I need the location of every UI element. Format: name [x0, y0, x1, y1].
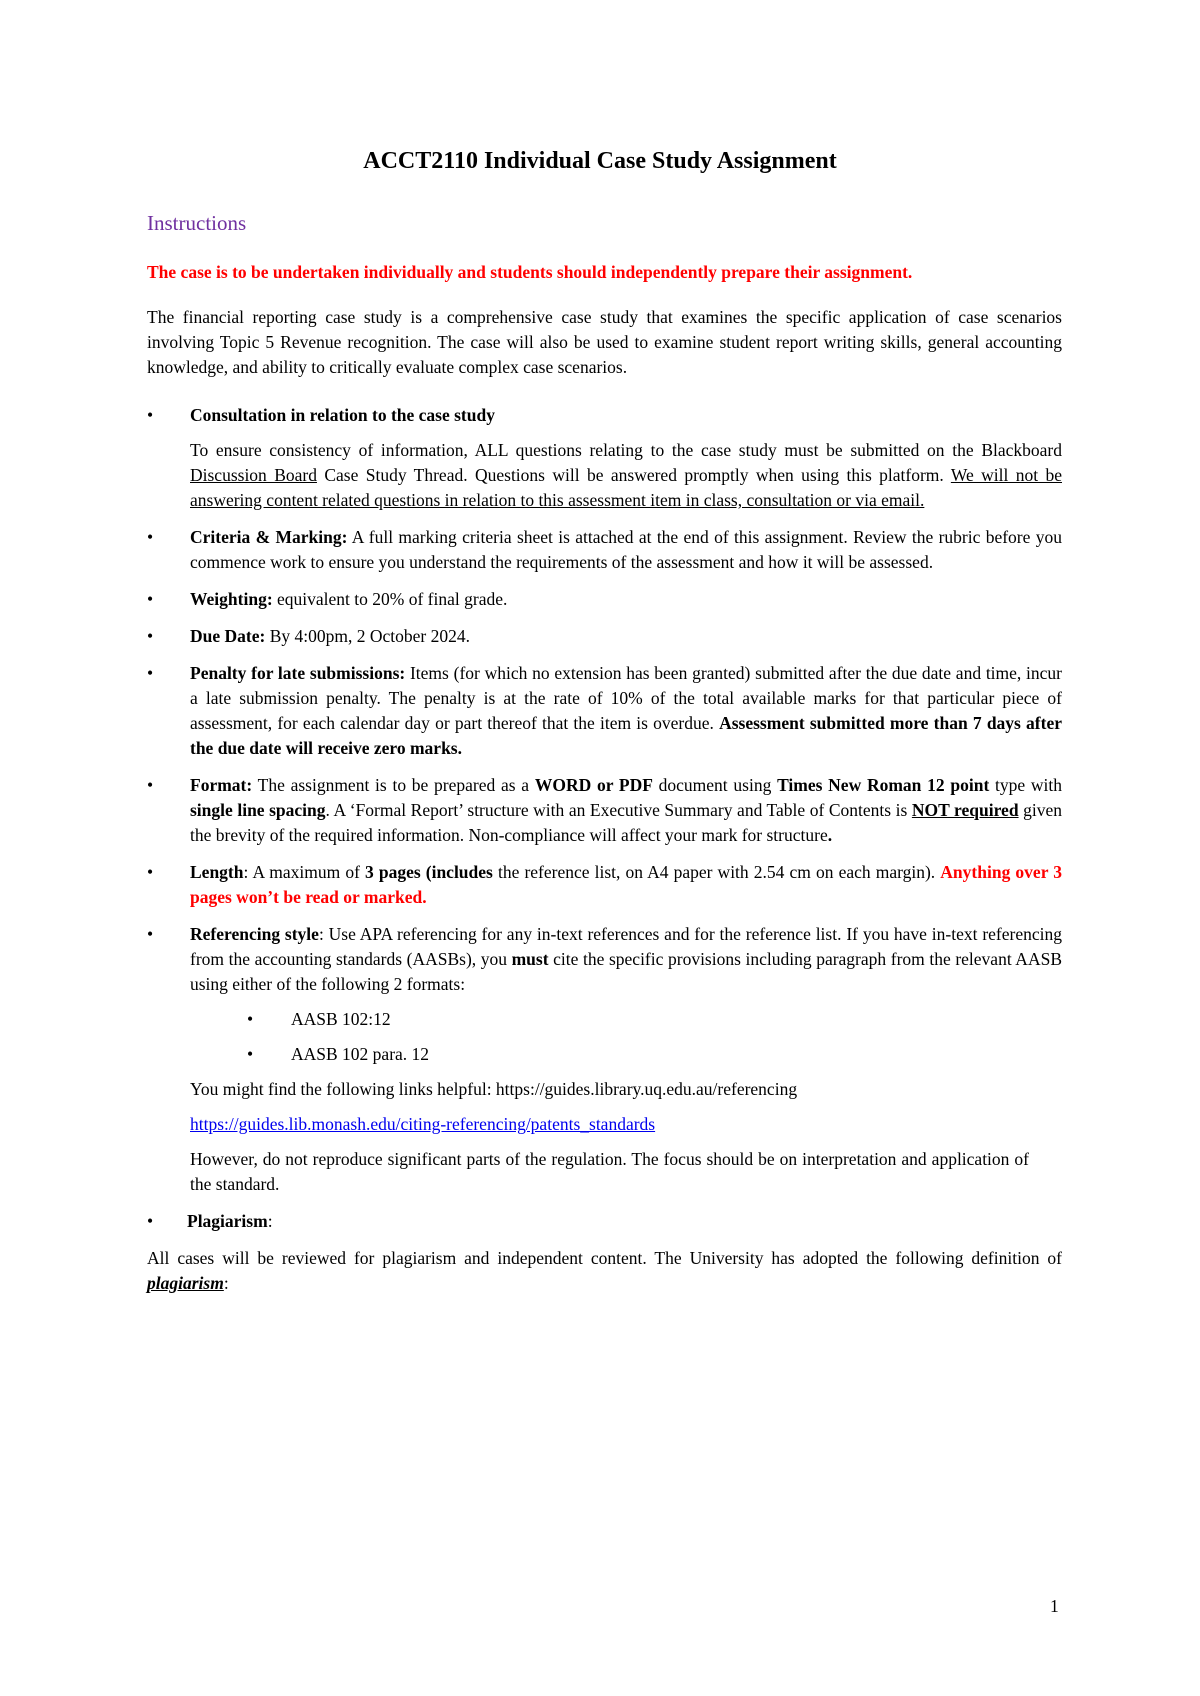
- consultation-notice: We will not be answering content related questions in relation to this assessment item in class, consultation or via email.: [190, 465, 1062, 510]
- format-example-1: • AASB 102:12: [147, 1007, 1062, 1032]
- consultation-label: Consultation in relation to the case study: [190, 405, 495, 425]
- weighting-label: Weighting:: [190, 589, 273, 609]
- bullet-icon: •: [247, 1044, 254, 1064]
- bullet-criteria: [147, 525, 1062, 575]
- due-date-text: By 4:00pm, 2 October 2024.: [265, 626, 470, 646]
- not-required-text: NOT required: [911, 800, 1019, 820]
- bullet-consultation: [147, 403, 1062, 513]
- format-example-2: • AASB 102 para. 12: [147, 1042, 1062, 1067]
- instructions-heading: Instructions: [147, 211, 247, 235]
- bullet-icon: •: [147, 527, 154, 547]
- criteria-label: Criteria & Marking:: [190, 527, 348, 547]
- bullet-icon: •: [247, 1009, 254, 1029]
- plagiarism-label: Plagiarism: [187, 1211, 268, 1231]
- document-title: ACCT2110 Individual Case Study Assignment: [363, 148, 837, 174]
- discussion-board-link[interactable]: Discussion Board: [190, 465, 317, 485]
- monash-referencing-link[interactable]: https://guides.lib.monash.edu/citing-referencing/patents_standards: [190, 1114, 656, 1134]
- bullet-plagiarism: • Plagiarism:: [147, 1209, 1062, 1234]
- format-label: Format:: [190, 775, 253, 795]
- length-label: Length: [190, 862, 244, 882]
- document-body: [147, 210, 1062, 1319]
- weighting-text: equivalent to 20% of final grade.: [272, 589, 508, 609]
- penalty-label: Penalty for late submissions:: [190, 663, 406, 683]
- referencing-label: Referencing style: [190, 924, 319, 944]
- plagiarism-text: All cases will be reviewed for plagiarism and independent content. The University has adopted the following definition of plagiarism:: [147, 1248, 1062, 1293]
- page-number: 1: [1050, 1596, 1059, 1616]
- bullet-icon: •: [147, 663, 154, 683]
- penalty-zero-marks: Assessment submitted more than 7 days after the due date will receive zero marks.: [190, 713, 1062, 758]
- bullet-length: • Length: A maximum of 3 pages (includes the reference list, on A4 paper with 2.54 cm on each margin). Anything over 3 pages won’t be read or marked.: [147, 862, 1062, 907]
- bullet-referencing: • Referencing style: Use APA referencing for any in-text references and for the reference list. If you have in-text referencing from the accounting standards (AASBs), you must cite the specific provisions including paragraph from the relevant AASB using either of the following 2 formats:: [147, 924, 1062, 994]
- consultation-text: To ensure consistency of information, ALL questions relating to the case study must be submitted on the Blackboard Discussion Board Case Study Thread. Questions will be answered promptly when using this platform. We will not be answering content related questions in relation to this assessment item in class, consultation or via email.: [190, 440, 1062, 510]
- bullet-icon: •: [147, 626, 154, 646]
- intro-paragraph: The financial reporting case study is a comprehensive case study that examines the specific application of case scenarios involving Topic 5 Revenue recognition. The case will also be used to examine student report writing skills, general accounting knowledge, and ability to critically evaluate complex case scenarios.: [147, 307, 1062, 377]
- regulation-note: However, do not reproduce significant parts of the regulation. The focus should be on interpretation and application of the standard.: [190, 1149, 1029, 1194]
- bullet-icon: •: [147, 775, 154, 795]
- bullet-due-date: [147, 624, 1062, 649]
- criteria-text: A full marking criteria sheet is attached at the end of this assignment. Review the rubric before you commence work to ensure you understand the requirements of the assessment and how it will be assessed.: [190, 527, 1062, 572]
- bullet-icon: •: [147, 1211, 154, 1231]
- bullet-format: • Format: The assignment is to be prepared as a WORD or PDF document using Times New Roman 12 point type with single line spacing. A ‘Formal Report’ structure with an Executive Summary and Table of Contents is NOT required given the brevity of the required information. Non-compliance will affect your mark for structure.: [147, 775, 1063, 845]
- bullet-icon: •: [147, 589, 154, 609]
- individual-warning: The case is to be undertaken individually and students should independently prepare their assignment.: [147, 262, 913, 282]
- due-date-label: Due Date:: [190, 626, 266, 646]
- bullet-weighting: [147, 587, 1062, 612]
- bullet-icon: •: [147, 924, 154, 944]
- bullet-icon: •: [147, 405, 154, 425]
- penalty-text: Items (for which no extension has been granted) submitted after the due date and time, incur a late submission penalty. The penalty is at the rate of 10% of the total available marks for that particular piece of assessment, for each calendar day or part thereof that the item is overdue.: [190, 663, 1063, 733]
- length-warning: Anything over 3 pages won’t be read or marked.: [190, 862, 1062, 907]
- plagiarism-term: plagiarism: [147, 1273, 224, 1293]
- bullet-icon: •: [147, 862, 154, 882]
- links-intro: You might find the following links helpful: https://guides.library.uq.edu.au/referencing: [190, 1079, 798, 1099]
- bullet-penalty: [147, 661, 1062, 761]
